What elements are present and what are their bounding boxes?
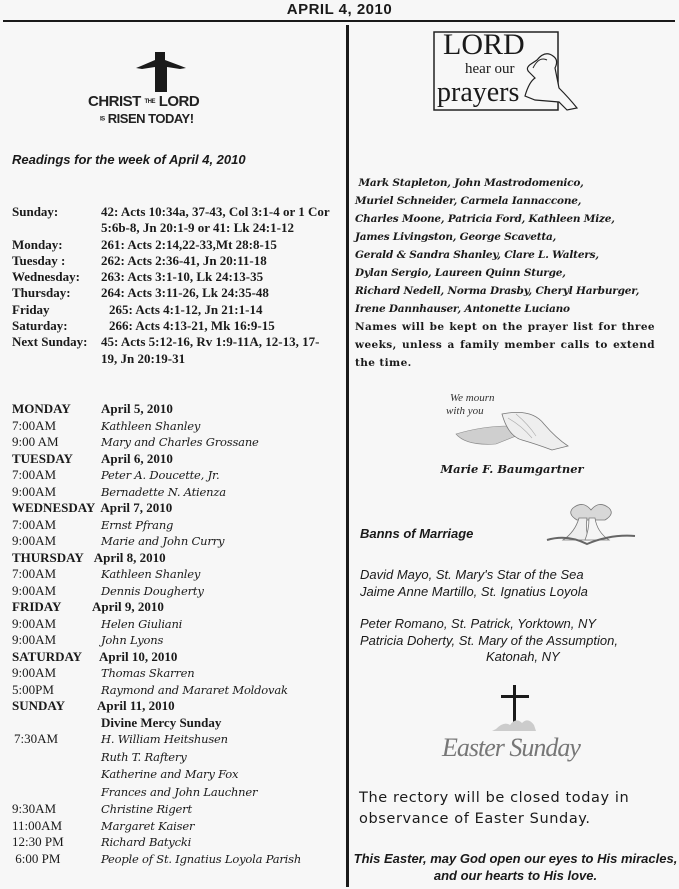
mass-entry bbox=[12, 851, 301, 868]
rectory-notice: The rectory will be closed today in observance of Easter Sunday. bbox=[359, 790, 630, 827]
reading-day: Sunday: bbox=[12, 204, 59, 219]
mass-entry bbox=[12, 665, 301, 682]
mass-date: April 8, 2010 bbox=[93, 549, 166, 565]
reading-row bbox=[12, 334, 339, 367]
mass-entry bbox=[12, 834, 301, 851]
mass-time: 9:00AM bbox=[12, 483, 57, 499]
header-divider bbox=[3, 20, 675, 22]
mass-day: TUESDAY bbox=[12, 450, 73, 466]
mass-time: 7:00AM bbox=[12, 566, 57, 581]
mass-day-header bbox=[12, 599, 301, 616]
mass-entry bbox=[12, 467, 301, 484]
reading-day: Saturday: bbox=[12, 318, 68, 334]
mass-time: 9:00AM bbox=[12, 632, 57, 647]
mass-day: SUNDAY bbox=[12, 698, 65, 713]
mass-entry bbox=[12, 766, 301, 784]
prayer-names-line: James Livingston, George Scavetta, bbox=[355, 231, 557, 243]
mass-time bbox=[12, 749, 101, 767]
mass-time: 7:00AM bbox=[12, 516, 57, 532]
mass-intention: Kathleen Shanley bbox=[101, 567, 201, 581]
mass-intentions bbox=[12, 401, 301, 867]
prayer-names-line: Gerald & Sandra Shanley, Clare L. Walters, bbox=[355, 249, 599, 261]
mass-entry bbox=[12, 632, 301, 649]
reading-row bbox=[12, 253, 339, 269]
mass-intention: H. William Heitshusen bbox=[101, 732, 228, 746]
mass-intention: Richard Batycki bbox=[101, 835, 192, 849]
mass-intention: Ruth T. Raftery bbox=[101, 749, 187, 764]
mass-time: 6:00 PM bbox=[12, 850, 61, 866]
mass-time: 11:00AM bbox=[12, 817, 63, 833]
reading-row bbox=[12, 269, 339, 285]
reading-row bbox=[12, 285, 339, 301]
mourn-text-line2: with you bbox=[446, 405, 484, 417]
mass-day: MONDAY bbox=[12, 401, 71, 416]
mass-day: THURSDAY bbox=[12, 549, 84, 565]
mass-time bbox=[12, 784, 101, 802]
mass-day: FRIDAY bbox=[12, 599, 62, 614]
mass-entry bbox=[12, 517, 301, 534]
mass-intention: Dennis Dougherty bbox=[101, 583, 204, 598]
logo-hear-our-text: hear our bbox=[465, 61, 515, 77]
mourn-text-line1: We mourn bbox=[450, 392, 495, 404]
we-mourn-graphic bbox=[446, 392, 576, 456]
reading-text: 42: Acts 10:34a, 37-43, Col 3:1-4 or 1 Cor 5:6b-8, Jn 20:1-9 or 41: Lk 24:1-12 bbox=[101, 204, 330, 236]
mass-time: 9:00AM bbox=[12, 533, 57, 548]
reading-day: Monday: bbox=[12, 236, 63, 252]
mass-entry bbox=[12, 818, 301, 835]
mass-time: 7:00AM bbox=[12, 417, 57, 433]
mass-intention: Margaret Kaiser bbox=[101, 818, 195, 833]
mass-intention: Thomas Skarren bbox=[101, 666, 195, 680]
christ-the-lord-logo bbox=[86, 50, 226, 132]
mass-day-header bbox=[12, 550, 301, 567]
mass-day: WEDNESDAY bbox=[12, 500, 96, 515]
wedding-bells-icon bbox=[543, 500, 638, 550]
mass-intention: Frances and John Lauchner bbox=[101, 784, 258, 799]
mass-entry bbox=[12, 566, 301, 583]
reading-text: 264: Acts 3:11-26, Lk 24:35-48 bbox=[101, 285, 269, 301]
reading-day: Next Sunday: bbox=[12, 334, 88, 350]
reading-day: Tuesday : bbox=[12, 252, 66, 268]
mass-day-header bbox=[12, 401, 301, 418]
prayer-list-note: Names will be kept on the prayer list for three weeks, unless a family member calls to extend the time. bbox=[355, 321, 655, 369]
prayer-names-line: Irene Dannhauser, Antonette Luciano bbox=[355, 303, 570, 315]
mass-date: April 9, 2010 bbox=[92, 599, 164, 614]
readings-title: Readings for the week of April 4, 2010 bbox=[12, 152, 246, 167]
logo-word: CHRIST bbox=[88, 93, 141, 110]
mass-entry bbox=[12, 731, 301, 749]
logo-word-small: THE bbox=[144, 99, 156, 106]
mass-entry bbox=[12, 418, 301, 435]
reading-text: 263: Acts 3:1-10, Lk 24:13-35 bbox=[101, 269, 264, 285]
mass-entry bbox=[12, 682, 301, 699]
mass-date: April 7, 2010 bbox=[100, 500, 173, 515]
mass-intention: Marie and John Curry bbox=[101, 534, 225, 548]
christ-statue-icon bbox=[133, 50, 189, 94]
mass-time: 7:30AM bbox=[14, 731, 59, 746]
reading-day: Thursday: bbox=[12, 285, 71, 301]
banns-title: Banns of Marriage bbox=[360, 526, 474, 541]
mass-date: April 10, 2010 bbox=[99, 648, 178, 664]
lord-hear-our-prayers-logo bbox=[433, 30, 583, 116]
mass-day-header bbox=[12, 649, 301, 666]
easter-blessing: This Easter, may God open our eyes to His miracles, and our hearts to His love. bbox=[353, 851, 678, 883]
mass-time: 5:00PM bbox=[12, 681, 54, 697]
mass-intention: Bernadette N. Atienza bbox=[101, 484, 226, 499]
banns-party: Jaime Anne Martillo, St. Ignatius Loyola bbox=[360, 583, 588, 599]
mass-entry bbox=[12, 434, 301, 451]
readings-list bbox=[12, 204, 339, 367]
mass-time: 9:00AM bbox=[12, 582, 57, 598]
mass-entry bbox=[12, 616, 301, 633]
logo-lord-text: LORD bbox=[443, 28, 525, 61]
prayer-names-line: Mark Stapleton, John Mastrodomenico, bbox=[355, 177, 584, 189]
mass-date: April 6, 2010 bbox=[101, 450, 173, 466]
banns-party: David Mayo, St. Mary's Star of the Sea bbox=[360, 567, 584, 582]
mass-time: 9:00AM bbox=[12, 615, 57, 631]
mass-time: 12:30 PM bbox=[12, 834, 64, 849]
mass-intention: Peter A. Doucette, Jr. bbox=[101, 468, 220, 482]
mass-entry bbox=[12, 484, 301, 501]
cross-icon bbox=[440, 683, 595, 735]
mass-intention: Christine Rigert bbox=[101, 802, 192, 816]
reading-text: 266: Acts 4:13-21, Mk 16:9-15 bbox=[109, 318, 275, 334]
reading-day: Friday bbox=[12, 301, 50, 317]
mass-entry bbox=[12, 801, 301, 818]
bulletin-date-header: APRIL 4, 2010 bbox=[286, 1, 393, 18]
mass-intention: People of St. Ignatius Loyola Parish bbox=[101, 851, 302, 866]
reading-text: 261: Acts 2:14,22-33,Mt 28:8-15 bbox=[101, 236, 277, 252]
reading-text: 45: Acts 5:12-16, Rv 1:9-11A, 12-13, 17-19, Jn 20:19-31 bbox=[101, 334, 320, 366]
mass-intention: Ernst Pfrang bbox=[101, 517, 174, 532]
reading-row bbox=[12, 237, 339, 253]
prayer-names-line: Charles Moone, Patricia Ford, Kathleen Mize, bbox=[355, 213, 615, 225]
mass-day-header bbox=[12, 500, 301, 517]
reading-text: 265: Acts 4:1-12, Jn 21:1-14 bbox=[109, 301, 263, 317]
banns-list bbox=[360, 567, 618, 666]
mass-entry bbox=[12, 784, 301, 802]
mass-intention: Kathleen Shanley bbox=[101, 418, 201, 433]
mass-time bbox=[12, 766, 101, 784]
logo-text-line2 bbox=[100, 112, 240, 127]
easter-sunday-text: Easter Sunday bbox=[442, 733, 580, 762]
banns-party: Peter Romano, St. Patrick, Yorktown, NY bbox=[360, 616, 597, 631]
prayer-list bbox=[355, 174, 639, 318]
mass-day-subtitle bbox=[12, 715, 301, 732]
mass-intention: Helen Giuliani bbox=[101, 616, 183, 631]
mass-time: 9:00AM bbox=[12, 665, 57, 680]
feast-name: Divine Mercy Sunday bbox=[101, 714, 222, 730]
reading-day: Wednesday: bbox=[12, 269, 80, 285]
reading-row bbox=[12, 302, 339, 318]
logo-word-small: IS bbox=[100, 116, 105, 123]
mass-time: 7:00AM bbox=[12, 467, 57, 482]
mass-time: 9:30AM bbox=[12, 801, 57, 816]
mass-intention: John Lyons bbox=[101, 633, 164, 647]
logo-word: LORD bbox=[158, 93, 200, 110]
mass-day-header bbox=[12, 451, 301, 468]
mass-intention: Mary and Charles Grossane bbox=[101, 435, 259, 449]
mass-time: 9:00 AM bbox=[12, 434, 59, 449]
prayer-names-line: Richard Nedell, Norma Drasby, Cheryl Harburger, bbox=[355, 285, 640, 297]
easter-sunday-graphic bbox=[440, 683, 595, 773]
mass-date: April 11, 2010 bbox=[97, 698, 175, 713]
reading-row bbox=[12, 204, 339, 237]
logo-text-line1 bbox=[88, 94, 228, 110]
deceased-name: Marie F. Baumgartner bbox=[440, 462, 584, 476]
mass-date: April 5, 2010 bbox=[101, 401, 173, 416]
column-divider bbox=[346, 25, 349, 887]
mass-intention: Katherine and Mary Fox bbox=[101, 767, 239, 781]
reading-row bbox=[12, 318, 339, 334]
banns-party: Patricia Doherty, St. Mary of the Assumption, bbox=[360, 632, 618, 648]
mass-entry bbox=[12, 583, 301, 600]
reading-text: 262: Acts 2:36-41, Jn 20:11-18 bbox=[101, 252, 267, 268]
mass-entry bbox=[12, 749, 301, 767]
prayer-names-line: Dylan Sergio, Laureen Quinn Sturge, bbox=[355, 267, 566, 279]
logo-prayers-text: prayers bbox=[437, 77, 520, 108]
banns-party-location: Katonah, NY bbox=[486, 649, 560, 664]
logo-word: RISEN TODAY! bbox=[107, 111, 194, 126]
mass-entry bbox=[12, 533, 301, 550]
mass-intention: Raymond and Mararet Moldovak bbox=[101, 682, 288, 697]
mass-day: SATURDAY bbox=[12, 648, 83, 664]
mass-day-header bbox=[12, 698, 301, 715]
prayer-names-line: Muriel Schneider, Carmela Iannaccone, bbox=[355, 195, 582, 207]
